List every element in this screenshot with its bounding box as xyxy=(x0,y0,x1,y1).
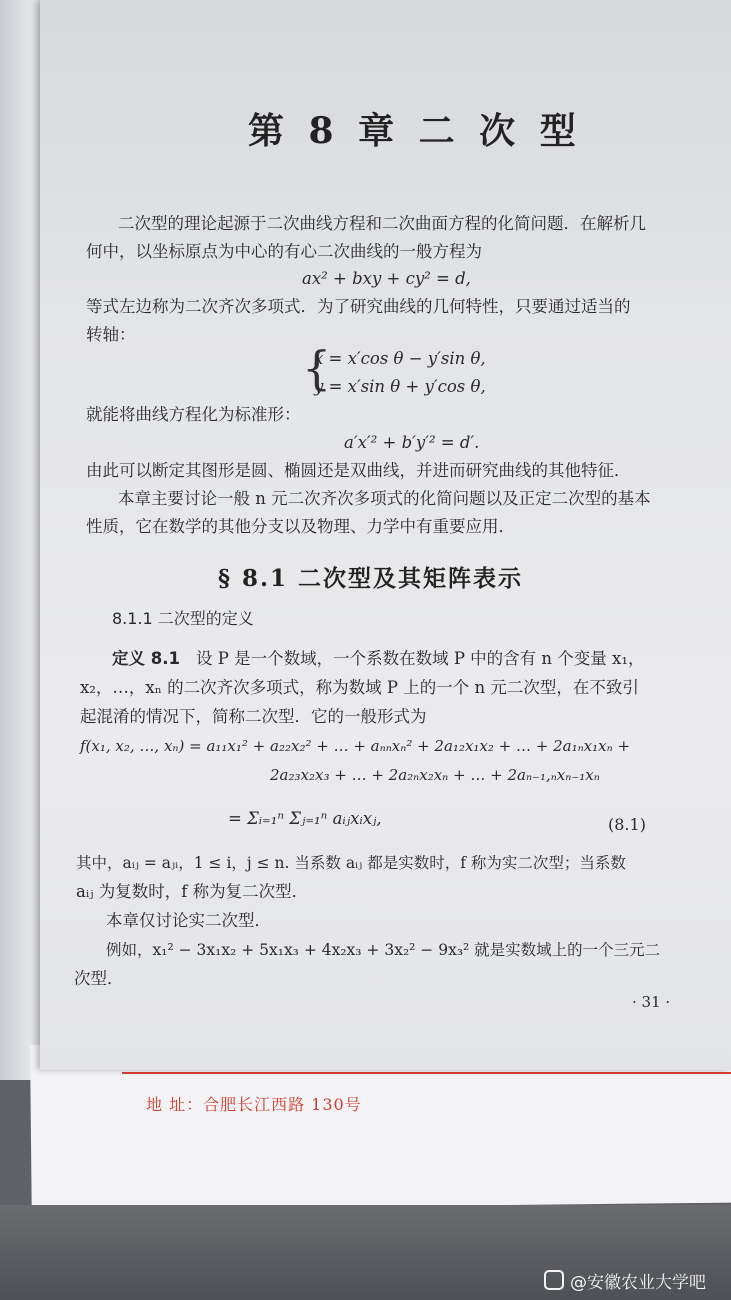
intro-line-2: 何中，以坐标原点为中心的有心二次曲线的一般方程为 xyxy=(86,242,482,261)
intro-line-5: 就能将曲线方程化为标准形： xyxy=(86,405,301,424)
rotation-eq-1: x = x′cos θ − y′sin θ, xyxy=(314,349,486,368)
formula-line-3: = Σᵢ₌₁ⁿ Σⱼ₌₁ⁿ aᵢⱼxᵢxⱼ, xyxy=(228,809,382,828)
brace-symbol: { xyxy=(302,341,332,395)
page-number: · 31 · xyxy=(632,993,671,1011)
definition-label: 定义 8.1 xyxy=(112,649,180,668)
section-heading: § 8.1 二次型及其矩阵表示 xyxy=(218,565,524,592)
intro-line-4: 转轴： xyxy=(86,325,136,344)
equation-number: (8.1) xyxy=(608,815,646,834)
rotation-eq-2: y = x′sin θ + y′cos θ, xyxy=(314,377,486,396)
watermark-text: @安徽农业大学吧 xyxy=(570,1273,706,1293)
definition-line-4: 其中，aᵢⱼ = aⱼᵢ，1 ≤ i，j ≤ n. 当系数 aᵢⱼ 都是实数时，f 称为实二次型；当系数 xyxy=(76,854,626,872)
chapter-title: 第 8 章 二 次 型 xyxy=(248,110,582,152)
definition-line-2: x₂，…，xₙ 的二次齐次多项式，称为数域 P 上的一个 n 元二次型，在不致引 xyxy=(80,678,639,697)
address-text: 地 址：合肥长江西路 130号 xyxy=(146,1095,362,1114)
subsection-heading: 8.1.1 二次型的定义 xyxy=(112,609,254,628)
equation-2: a′x′² + b′y′² = d′. xyxy=(344,433,480,452)
definition-line-1: 设 P 是一个数域，一个系数在数域 P 中的含有 n 个变量 x₁， xyxy=(196,649,645,668)
intro-line-3: 等式左边称为二次齐次多项式．为了研究曲线的几何特性，只要通过适当的 xyxy=(86,297,631,316)
definition-line-8: 次型． xyxy=(74,969,124,988)
definition-line-7: 例如，x₁² − 3x₁x₂ + 5x₁x₃ + 4x₂x₃ + 3x₂² − 9x₃² 就是实数域上的一个三元二 xyxy=(106,941,661,959)
intro-line-1: 二次型的理论起源于二次曲线方程和二次曲面方程的化简问题．在解析几 xyxy=(118,214,646,233)
definition-line-6: 本章仅讨论实二次型． xyxy=(106,911,271,930)
formula-line-1: f(x₁, x₂, …, xₙ) = a₁₁x₁² + a₂₂x₂² + … + aₙₙxₙ² + 2a₁₂x₁x₂ + … + 2a₁ₙx₁xₙ + xyxy=(80,737,631,755)
intro-line-7: 本章主要讨论一般 n 元二次齐次多项式的化简问题以及正定二次型的基本 xyxy=(118,489,651,508)
definition-line-5: aᵢⱼ 为复数时，f 称为复二次型． xyxy=(76,882,309,901)
equation-1: ax² + bxy + cy² = d, xyxy=(302,269,471,288)
formula-line-2: 2a₂₃x₂x₃ + … + 2a₂ₙx₂xₙ + … + 2aₙ₋₁,ₙxₙ₋₁xₙ xyxy=(270,766,600,784)
intro-line-8: 性质，它在数学的其他分支以及物理、力学中有重要应用． xyxy=(86,517,515,536)
intro-line-6: 由此可以断定其图形是圆、椭圆还是双曲线，并进而研究曲线的其他特征． xyxy=(86,461,631,480)
definition-line-3: 起混淆的情况下，简称二次型．它的一般形式为 xyxy=(80,707,427,726)
address-rule xyxy=(122,1072,731,1074)
tieba-logo-icon xyxy=(544,1270,564,1290)
